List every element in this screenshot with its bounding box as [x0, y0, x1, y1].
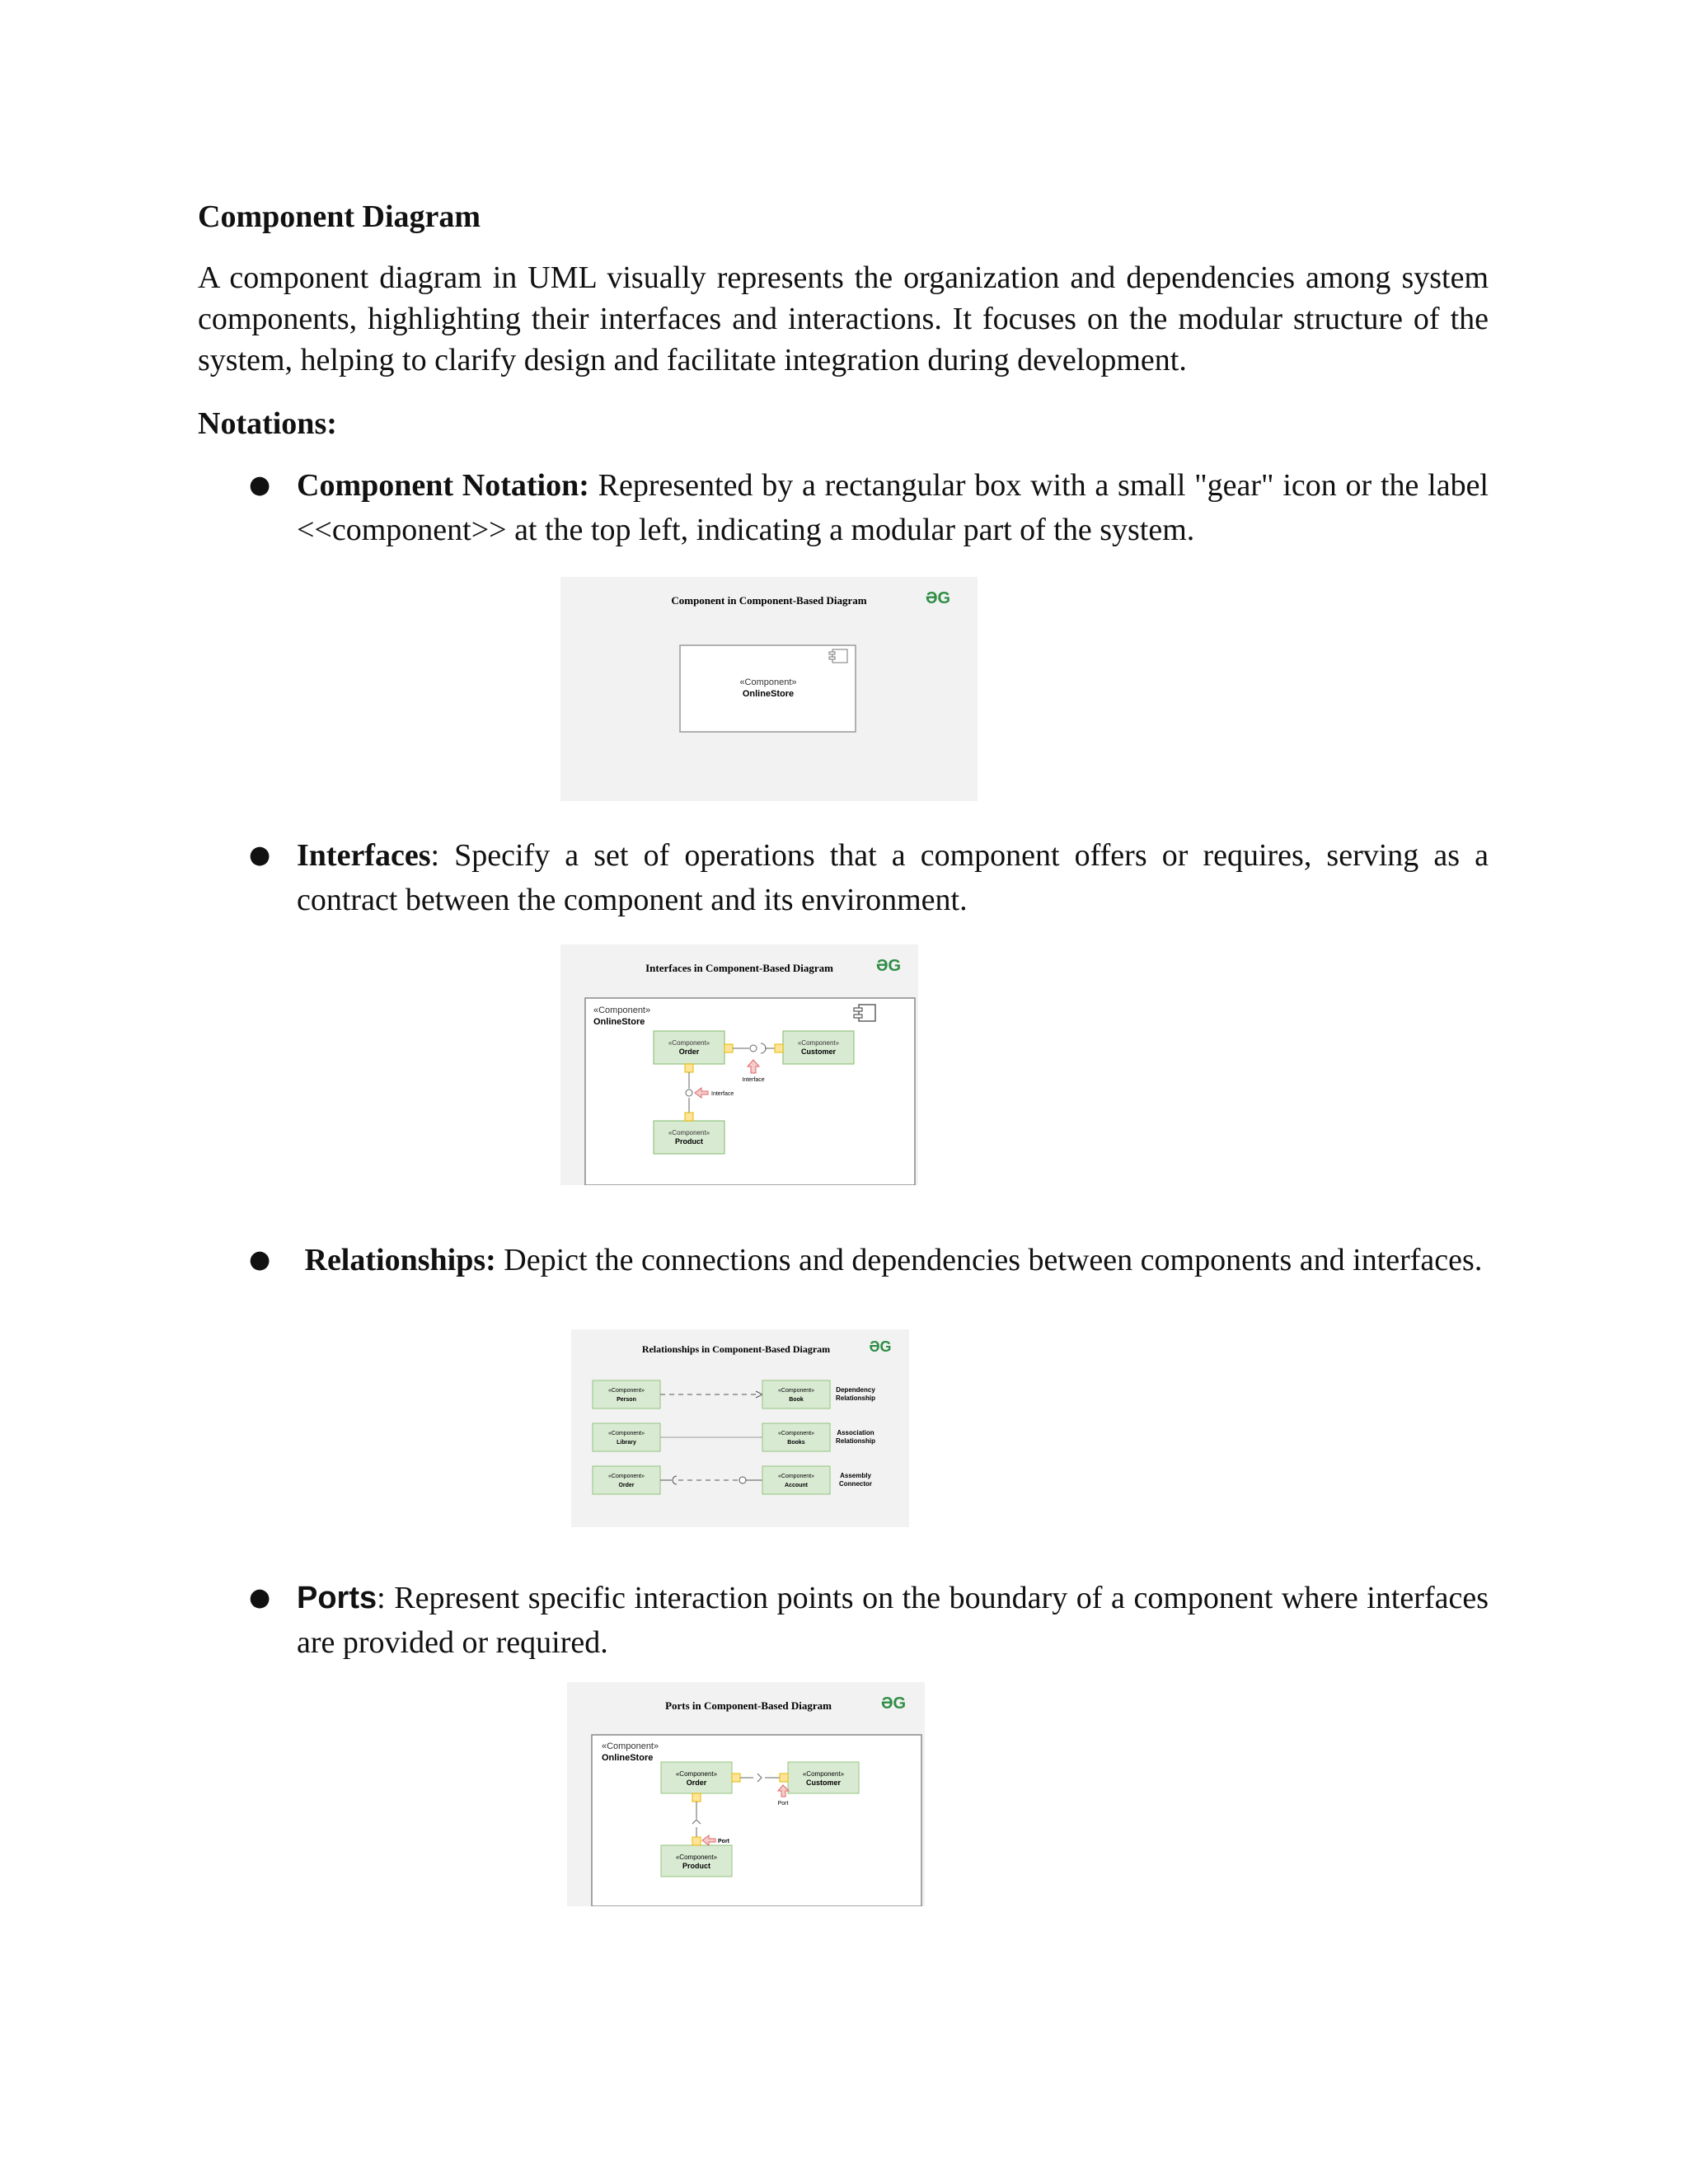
port-square	[780, 1774, 788, 1782]
association-label: Association	[837, 1429, 874, 1436]
page-title: Component Diagram	[198, 199, 481, 234]
library-stereotype: «Component»	[608, 1431, 645, 1436]
interfaces-figure	[560, 944, 918, 1185]
order-component	[593, 1466, 660, 1494]
order-name: Order	[618, 1483, 635, 1488]
product-component	[661, 1845, 732, 1877]
person-name: Person	[617, 1397, 636, 1403]
port-square	[732, 1774, 740, 1782]
svg-text:ƏG: ƏG	[880, 1694, 907, 1713]
book-stereotype: «Component»	[778, 1388, 814, 1394]
bullet-text: Represented by a rectangular box with a small "gear" icon or the label <<component>> at the top left, indicating a modular part of the system.	[297, 468, 1489, 547]
customer-stereotype: «Component»	[802, 1770, 845, 1778]
product-stereotype: «Component»	[675, 1854, 718, 1861]
svg-text:ƏG: ƏG	[925, 589, 951, 607]
container-name: OnlineStore	[602, 1753, 654, 1763]
bullet-term: Ports	[297, 1581, 377, 1615]
figure-title: Relationships in Component-Based Diagram	[641, 1343, 831, 1355]
product-stereotype: «Component»	[668, 1129, 710, 1137]
bullet-dot: ●	[249, 471, 271, 499]
svg-text:ƏG: ƏG	[875, 957, 902, 975]
bullet-dot: ●	[249, 1245, 271, 1274]
port-square	[775, 1044, 783, 1052]
port-square	[724, 1044, 733, 1052]
account-name: Account	[785, 1483, 808, 1488]
bullet-text: : Specify a set of operations that a component offers or requires, serving as a contract between the component and its environment.	[297, 838, 1489, 917]
bullet-text: : Represent specific interaction points on the boundary of a component where interfaces are provided or required.	[297, 1581, 1489, 1660]
bullet-dot: ●	[249, 1583, 271, 1612]
component-stereotype: «Component»	[739, 677, 797, 687]
books-component	[762, 1423, 830, 1451]
order-name: Order	[686, 1779, 707, 1787]
account-stereotype: «Component»	[778, 1474, 814, 1479]
order-stereotype: «Component»	[668, 1039, 710, 1047]
association-label-2: Relationship	[835, 1437, 876, 1445]
customer-name: Customer	[805, 1779, 842, 1787]
figure-title: Component in Component-Based Diagram	[671, 594, 867, 607]
gfg-logo-icon	[876, 957, 901, 975]
bullet-dot: ●	[249, 841, 271, 869]
container-stereotype: «Component»	[593, 1005, 651, 1015]
product-name: Product	[682, 1862, 711, 1870]
bullet-term: Relationships:	[304, 1243, 496, 1277]
books-stereotype: «Component»	[778, 1431, 814, 1436]
assembly-lollipop	[739, 1477, 746, 1483]
gfg-logo-icon	[881, 1694, 906, 1713]
assembly-label: Assembly	[840, 1472, 871, 1479]
ports-figure	[567, 1682, 925, 1906]
port-label: Port	[718, 1839, 729, 1844]
bullet-term: Interfaces	[297, 838, 431, 873]
container-name: OnlineStore	[593, 1017, 645, 1027]
port-square	[685, 1113, 693, 1121]
intro-paragraph: A component diagram in UML visually represents the organization and dependencies among system components, highlighting their interfaces and interactions. It focuses on the modular structure of the system, helping to clarify design and facilitate integration during development.	[198, 260, 1489, 377]
gfg-logo-icon	[869, 1338, 891, 1355]
figure-title: Interfaces in Component-Based Diagram	[645, 962, 833, 974]
assembly-label-2: Connector	[839, 1480, 872, 1488]
order-stereotype: «Component»	[608, 1474, 645, 1479]
books-name: Books	[787, 1440, 805, 1446]
figure-title: Ports in Component-Based Diagram	[665, 1699, 832, 1712]
customer-name: Customer	[800, 1047, 837, 1056]
customer-component	[788, 1762, 859, 1793]
dependency-label: Dependency	[836, 1386, 875, 1394]
notations-heading: Notations:	[198, 406, 337, 441]
customer-stereotype: «Component»	[797, 1039, 840, 1047]
container-stereotype: «Component»	[602, 1741, 659, 1751]
interface-lollipop	[686, 1090, 692, 1096]
person-component	[593, 1380, 660, 1408]
order-stereotype: «Component»	[675, 1770, 718, 1778]
port-square	[685, 1064, 693, 1072]
bullet-term: Component Notation:	[297, 468, 589, 503]
interface-lollipop	[750, 1045, 757, 1052]
port-label: Port	[777, 1801, 789, 1807]
port-square	[692, 1837, 701, 1845]
book-component	[762, 1380, 830, 1408]
relationships-figure	[571, 1329, 909, 1527]
account-component	[762, 1466, 830, 1494]
order-component	[661, 1762, 732, 1793]
library-name: Library	[617, 1440, 636, 1446]
port-square	[692, 1793, 701, 1802]
dependency-label-2: Relationship	[835, 1394, 876, 1402]
product-name: Product	[674, 1137, 704, 1146]
interface-label: Interface	[711, 1091, 734, 1097]
interface-label: Interface	[742, 1077, 765, 1083]
component-figure	[560, 577, 978, 801]
svg-text:ƏG: ƏG	[869, 1338, 892, 1355]
component-name: OnlineStore	[742, 689, 795, 699]
book-name: Book	[789, 1397, 804, 1403]
gfg-logo-icon	[926, 589, 950, 607]
bullet-text: Depict the connections and dependencies between components and interfaces.	[495, 1243, 1483, 1277]
library-component	[593, 1423, 660, 1451]
order-name: Order	[678, 1047, 700, 1056]
person-stereotype: «Component»	[608, 1388, 645, 1394]
